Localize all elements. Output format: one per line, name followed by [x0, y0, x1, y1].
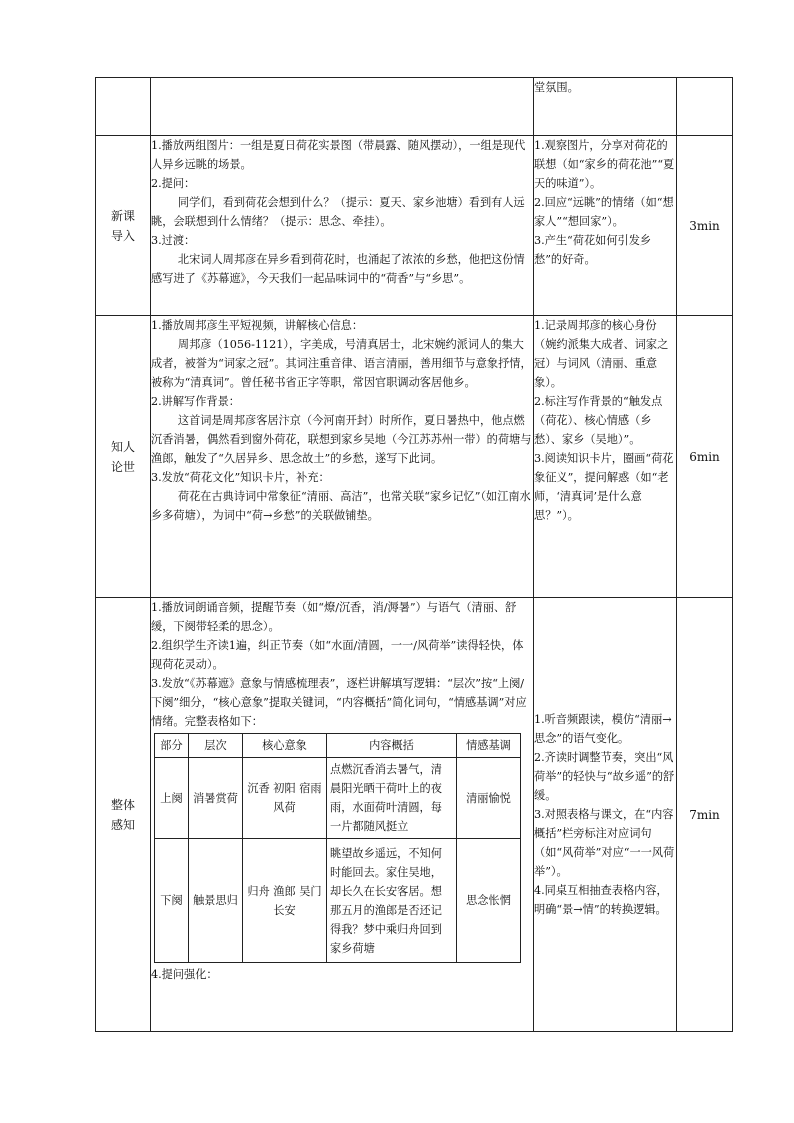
table-row	[96, 316, 733, 598]
stage-cell: 整体 感知	[96, 598, 151, 1032]
teacher-cell	[151, 78, 534, 136]
teacher-cell: 1.播放词朗诵音频，提醒节奏（如“燎/沉香，消/溽暑”）与语气（清丽、舒缓，下阕带轻柔的思念）。 2.组织学生齐读1遍，纠正节奏（如“水面/清圆，一一/风荷举”读得轻快，体现荷花灵动）。 3.发放“《苏幕遮》意象与情感梳理表”，逐栏讲解填写逻辑：“层次”按“上阕/下阕”细分，“核心意象”提取关键词，“内容概括”简化词句，“情感基调”对应情绪。完整表格如下： 部分 层次 核心意象 内容概括 情感基调 上阕 消暑赏荷 沉香 初阳 宿雨 风荷 点燃沉香消去暑气，清晨阳光晒干荷叶上的夜雨，水面荷叶清圆，每一片都随风挺立 清丽愉悦 下阕 触景思归 归舟 渔郎 吴门 长安 眺望故乡遥远，不知何时能回去。家住吴地，却长久在长安客居。想那五月的渔郎是否还记得我？梦中乘归舟回到家乡荷塘 思念怅惘 4.提问强化：	[151, 598, 534, 1032]
lesson-plan-table	[95, 77, 733, 1032]
student-cell: 堂氛围。	[534, 78, 677, 136]
time-cell: 7min	[677, 598, 733, 1032]
imagery-emotion-table	[154, 733, 521, 963]
student-cell: 1.记录周邦彦的核心身份（婉约派集大成者、词家之冠）与词风（清丽、重意象）。 2.标注写作背景的“触发点（荷花）、核心情感（乡愁）、家乡（吴地）”。 3.阅读知识卡片，圈画“荷花象征义”，提问解惑（如“老师，‘清真词’是什么意思？”）。	[534, 316, 677, 598]
teacher-cell: 1.播放周邦彦生平短视频，讲解核心信息： 周邦彦（1056-1121），字美成，号清真居士，北宋婉约派词人的集大成者，被誉为“词家之冠”。其词注重音律、语言清丽，善用细节与意象抒情，被称为“清真词”。曾任秘书省正字等职，常因官职调动客居他乡。 2.讲解写作背景： 这首词是周邦彦客居汴京（今河南开封）时所作，夏日暑热中，他点燃沉香消暑，偶然看到窗外荷花，联想到家乡吴地（今江苏苏州一带）的荷塘与渔郎，触发了“久居异乡、思念故土”的乡愁，遂写下此词。 3.发放“荷花文化”知识卡片，补充： 荷花在古典诗词中常象征“清丽、高洁”，也常关联“家乡记忆”（如江南水乡多荷塘），为词中“荷→乡愁”的关联做铺垫。	[151, 316, 534, 598]
stage-cell	[96, 78, 151, 136]
time-cell: 6min	[677, 316, 733, 598]
table-row	[96, 136, 733, 316]
inner-row: 下阕 触景思归 归舟 渔郎 吴门 长安 眺望故乡遥远，不知何时能回去。家住吴地，却长久在长安客居。想那五月的渔郎是否还记得我？梦中乘归舟回到家乡荷塘 思念怅惘	[155, 839, 521, 963]
teacher-cell: 1.播放两组图片：一组是夏日荷花实景图（带晨露、随风摆动），一组是现代人异乡远眺的场景。 2.提问： 同学们，看到荷花会想到什么？（提示：夏天、家乡池塘）看到有人远眺，会联想到什么情绪？（提示：思念、牵挂）。 3.过渡： 北宋词人周邦彦在异乡看到荷花时，也涌起了浓浓的乡愁，他把这份情感写进了《苏幕遮》，今天我们一起品味词中的“荷香”与“乡思”。	[151, 136, 534, 316]
time-cell	[677, 78, 733, 136]
inner-header-row: 部分 层次 核心意象 内容概括 情感基调	[155, 734, 521, 758]
student-cell: 1.观察图片，分享对荷花的联想（如“家乡的荷花池”“夏天的味道”）。 2.回应“远眺”的情绪（如“想家人”“想回家”）。 3.产生“荷花如何引发乡愁”的好奇。	[534, 136, 677, 316]
stage-cell: 知人 论世	[96, 316, 151, 598]
table-row	[96, 78, 733, 136]
time-cell: 3min	[677, 136, 733, 316]
table-row	[96, 598, 733, 1032]
stage-cell: 新课 导入	[96, 136, 151, 316]
student-cell: 1.听音频跟读，模仿“清丽→思念”的语气变化。 2.齐读时调整节奏，突出“风荷举”的轻快与“故乡遥”的舒缓。 3.对照表格与课文，在“内容概括”栏旁标注对应词句（如“风荷举”对应“一一风荷举”）。 4.同桌互相抽查表格内容，明确“景→情”的转换逻辑。	[534, 598, 677, 1032]
inner-row: 上阕 消暑赏荷 沉香 初阳 宿雨 风荷 点燃沉香消去暑气，清晨阳光晒干荷叶上的夜雨，水面荷叶清圆，每一片都随风挺立 清丽愉悦	[155, 758, 521, 839]
